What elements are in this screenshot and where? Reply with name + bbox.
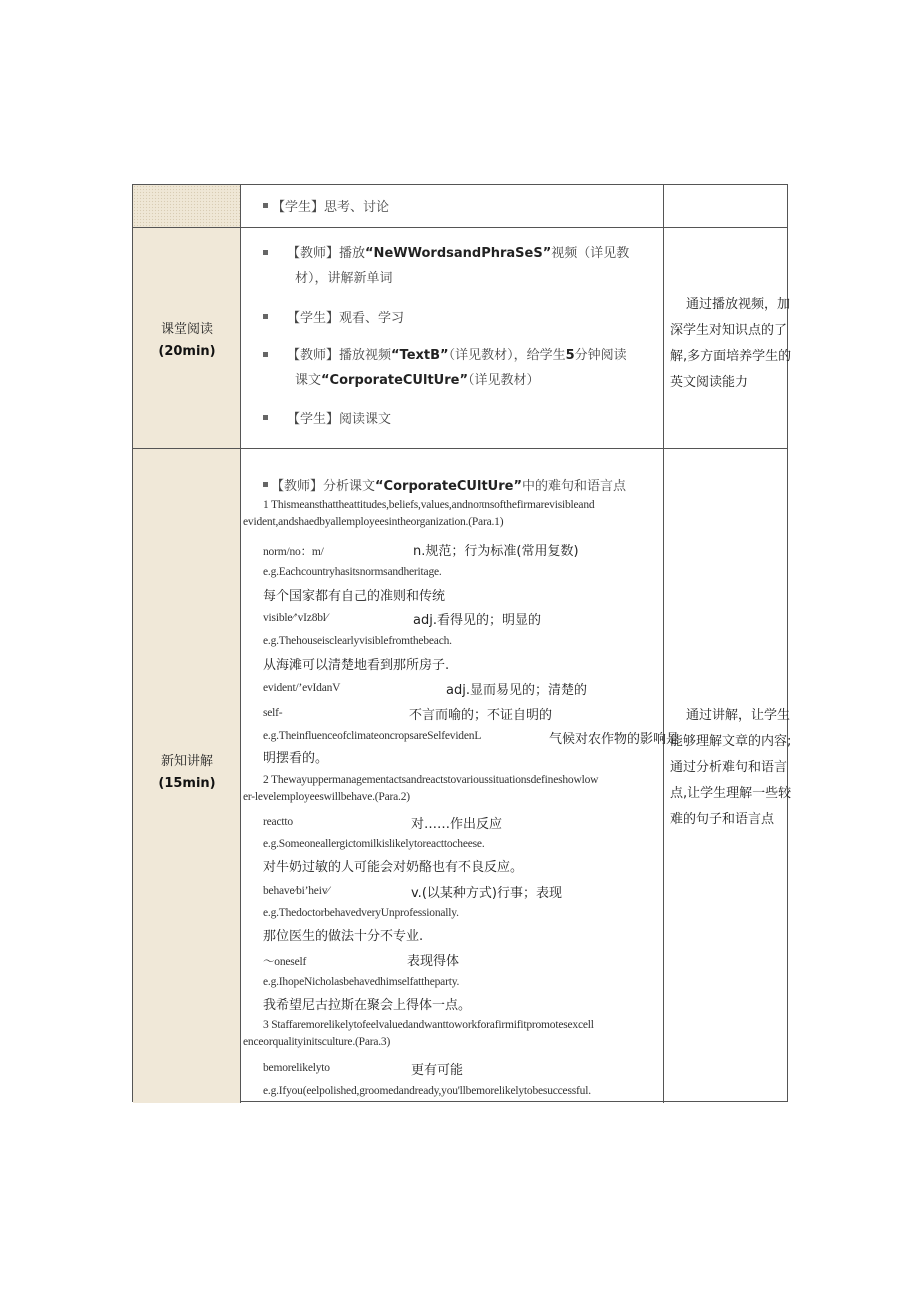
sentence-line: 2 Thewayuppermanagementactsandreactstovarioussituationsdefineshowlow <box>263 774 599 786</box>
activity-item: 【学生】阅读课文 <box>287 412 392 427</box>
vocab-word: norm/no：m/ <box>263 546 324 558</box>
stage-duration: (15min) <box>158 776 216 791</box>
activity-item-continued: 课文“CorporateCUltUre”（详见教材） <box>295 373 540 388</box>
stage-label: 课堂阅读 <box>160 322 213 337</box>
table-row <box>133 185 787 228</box>
example-translation: 气候对农作物的影响是 <box>549 732 680 747</box>
example-translation: 那位医生的做法十分不专业. <box>263 929 424 944</box>
bullet-icon <box>263 314 268 319</box>
example-translation: 每个国家都有自己的准则和传统 <box>263 589 446 604</box>
sentence-line: enceorqualityinitsculture.(Para.3) <box>243 1036 391 1048</box>
activity-item: 【教师】播放视频“TextB”（详见教材），给学生5分钟阅读 <box>287 348 627 363</box>
sentence-line: 3 Staffaremorelikelytofeelvaluedandwanttoworkforafirmifitpromotesexcell <box>263 1019 594 1031</box>
activity-item: 【教师】播放“NeWWordsandPhraSeS”视频（详见教 <box>287 246 630 261</box>
vocab-word: ～oneself <box>263 956 307 968</box>
stage-cell <box>133 185 241 227</box>
vocab-meaning: 更有可能 <box>411 1063 464 1078</box>
bullet-icon <box>263 352 268 357</box>
stage-duration: (20min) <box>158 344 216 359</box>
activity-item-continued: 材），讲解新单词 <box>295 271 393 286</box>
example-translation-continued: 明摆看的。 <box>263 751 329 766</box>
vocab-meaning: n.规范；行为标准(常用复数) <box>413 544 579 559</box>
example-sentence: e.g.Ifyou(eelpolished,groomedandready,you'llbemorelikelytobesuccessful. <box>263 1085 591 1097</box>
table-row <box>133 449 792 1103</box>
example-sentence: e.g.Thehouseisclearlyvisiblefromthebeach. <box>263 635 452 647</box>
stage-cell <box>133 449 241 1103</box>
example-sentence: e.g.Someoneallergictomilkislikelytoreacttocheese. <box>263 838 485 850</box>
vocab-meaning: 表现得体 <box>407 954 460 969</box>
table-row <box>133 228 792 449</box>
bullet-icon <box>263 482 268 487</box>
section-heading: 【教师】分析课文“CorporateCUltUre”中的难句和语言点 <box>271 479 627 494</box>
activity-cell <box>241 449 680 1103</box>
vocab-meaning: adj.显而易见的；清楚的 <box>446 683 587 698</box>
bullet-icon <box>263 203 268 208</box>
purpose-cell <box>664 449 792 1103</box>
example-translation: 我希望尼古拉斯在聚会上得体一点。 <box>263 998 472 1013</box>
vocab-meaning: 对……作出反应 <box>411 817 503 832</box>
purpose-cell <box>664 228 792 448</box>
stage-label: 新知讲解 <box>160 754 213 769</box>
purpose-note: 通过讲解，让学生 能够理解文章的内容; 通过分析难句和语言 点,让学生理解一些较 难的句子和语言点 <box>670 708 792 827</box>
activity-cell <box>241 185 664 227</box>
sentence-line: evident,andshaedbyallemployeesintheorganization.(Para.1) <box>243 516 504 528</box>
vocab-word: bemorelikelyto <box>263 1062 330 1074</box>
activity-item: 【学生】思考、讨论 <box>272 200 390 215</box>
example-translation: 从海滩可以清楚地看到那所房子. <box>263 658 450 673</box>
activity-item: 【学生】观看、学习 <box>287 311 405 326</box>
purpose-note: 通过播放视频，加 深学生对知识点的了 解,多方面培养学生的 英文阅读能力 <box>670 297 792 390</box>
bullet-icon <box>263 415 268 420</box>
activity-cell <box>241 228 664 448</box>
example-sentence: e.g.ThedoctorbehavedveryUnprofessionally. <box>263 907 459 919</box>
bullet-icon <box>263 250 268 255</box>
vocab-word: evident/’evIdanV <box>263 682 341 694</box>
sentence-line: er-levelemployeeswillbehave.(Para.2) <box>243 791 410 803</box>
vocab-meaning: v.(以某种方式)行事；表现 <box>411 886 562 901</box>
example-translation: 对牛奶过敏的人可能会对奶酪也有不良反应。 <box>263 860 524 875</box>
vocab-word: behave⁄bi’heiv⁄ <box>263 885 329 897</box>
stage-cell <box>133 228 241 448</box>
vocab-meaning: adj.看得见的；明显的 <box>413 613 541 628</box>
example-sentence: e.g.TheinfluenceofclimateoncropsareSelfevidenL <box>263 730 482 742</box>
vocab-word: self- <box>263 707 283 719</box>
vocab-word: visible⁄’vIz8bl⁄ <box>263 612 328 624</box>
example-sentence: e.g.Eachcountryhasitsnormsandheritage. <box>263 566 442 578</box>
sentence-line: 1 Thismeansthattheattitudes,beliefs,values,andnoπnsofthefirmarevisibleand <box>263 499 595 511</box>
vocab-word: reactto <box>263 816 293 828</box>
lesson-plan-table <box>132 184 792 1102</box>
example-sentence: e.g.IhopeNicholasbehavedhimselfattheparty. <box>263 976 460 988</box>
purpose-cell <box>664 185 787 227</box>
vocab-meaning: 不言而喻的；不证自明的 <box>409 708 553 723</box>
